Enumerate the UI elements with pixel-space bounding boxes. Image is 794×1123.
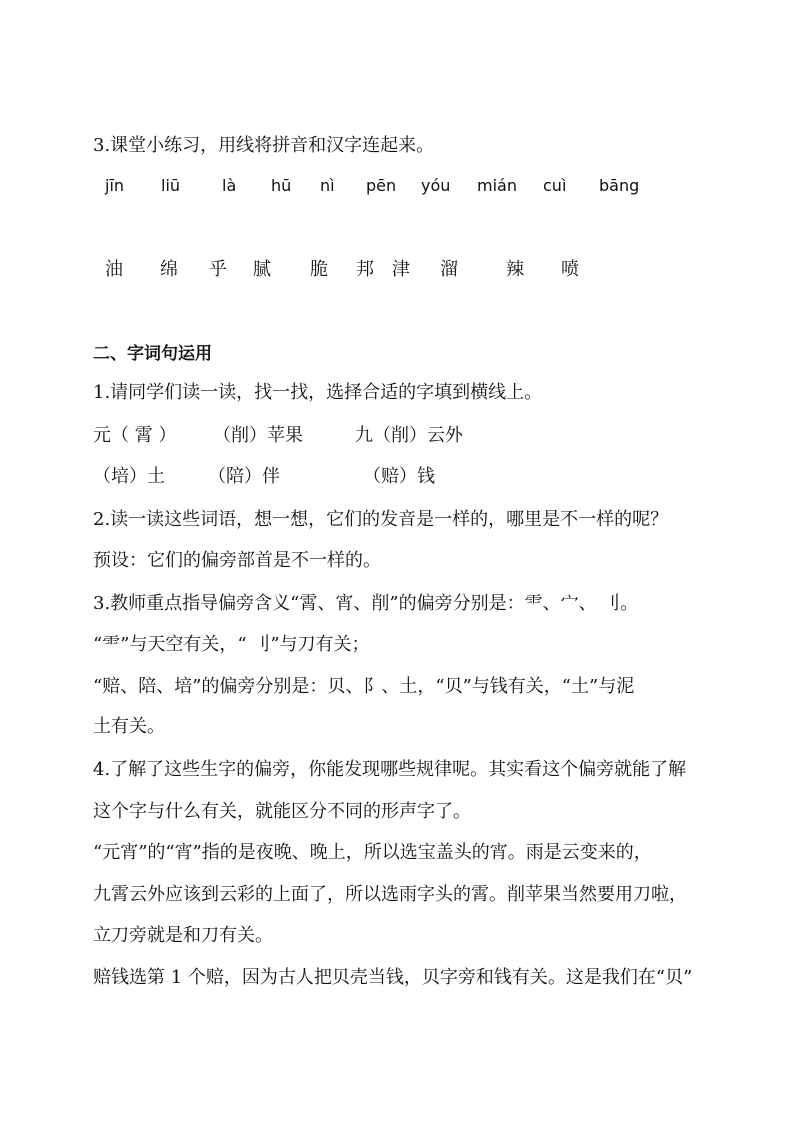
hanzi-item: 邦 — [356, 259, 374, 280]
paragraph-line: “⻗”与天空有关，“ 刂”与刀有关； — [93, 634, 370, 655]
fill-item: （削）苹果 — [213, 425, 303, 446]
pinyin-item: jīn — [105, 176, 125, 195]
paragraph-line: 立刀旁就是和刀有关。 — [93, 925, 273, 946]
fill-item: （陪）伴 — [208, 466, 280, 487]
pinyin-item: bāng — [599, 176, 640, 195]
fill-item: 元（ 霄 ） — [93, 425, 177, 446]
hanzi-item: 脆 — [310, 259, 328, 280]
pinyin-item: mián — [477, 176, 517, 195]
hanzi-item: 溜 — [440, 259, 458, 280]
paragraph-line: 这个字与什么有关，就能区分不同的形声字了。 — [93, 801, 471, 822]
pinyin-item: yóu — [421, 176, 451, 195]
paragraph-line: 土有关。 — [93, 716, 165, 737]
hanzi-item: 绵 — [160, 259, 178, 280]
question-4: 4.了解了这些生字的偏旁，你能发现哪些规律呢。其实看这个偏旁就能了解 — [93, 759, 687, 780]
hanzi-item: 乎 — [209, 259, 227, 280]
question-2: 2.读一读这些词语，想一想，它们的发音是一样的，哪里是不一样的呢？ — [93, 509, 669, 530]
question-3: 3.教师重点指导偏旁含义“霄、宵、削”的偏旁分别是：⻗、宀、 刂。 — [93, 593, 639, 614]
pinyin-item: liū — [161, 176, 181, 195]
fill-item: 九（削）云外 — [355, 425, 463, 446]
paragraph-line: 赔钱选第 1 个赔，因为古人把贝壳当钱，贝字旁和钱有关。这是我们在“贝” — [93, 967, 693, 988]
preset-answer: 预设：它们的偏旁部首是不一样的。 — [93, 550, 381, 571]
hanzi-item: 津 — [392, 259, 410, 280]
hanzi-item: 辣 — [506, 259, 524, 280]
pinyin-item: là — [222, 176, 237, 195]
exercise-title: 3.课堂小练习，用线将拼音和汉字连起来。 — [93, 135, 435, 156]
pinyin-item: pēn — [366, 176, 397, 195]
hanzi-item: 喷 — [561, 259, 579, 280]
question-1: 1.请同学们读一读，找一找，选择合适的字填到横线上。 — [93, 382, 543, 403]
hanzi-item: 腻 — [253, 259, 271, 280]
pinyin-item: nì — [320, 176, 335, 195]
fill-item: （赔）钱 — [363, 466, 435, 487]
fill-item: （培）土 — [93, 466, 165, 487]
hanzi-item: 油 — [105, 259, 123, 280]
paragraph-line: 九霄云外应该到云彩的上面了，所以选雨字头的霄。削苹果当然要用刀啦， — [93, 884, 687, 905]
paragraph-line: “赔、陪、培”的偏旁分别是：贝、阝、土，“贝”与钱有关，“土”与泥 — [93, 676, 635, 697]
section-heading: 二、字词句运用 — [93, 344, 212, 364]
pinyin-item: hū — [271, 176, 292, 195]
pinyin-item: cuì — [543, 176, 567, 195]
paragraph-line: “元宵”的“宵”指的是夜晚、晚上，所以选宝盖头的宵。雨是云变来的， — [93, 842, 652, 863]
